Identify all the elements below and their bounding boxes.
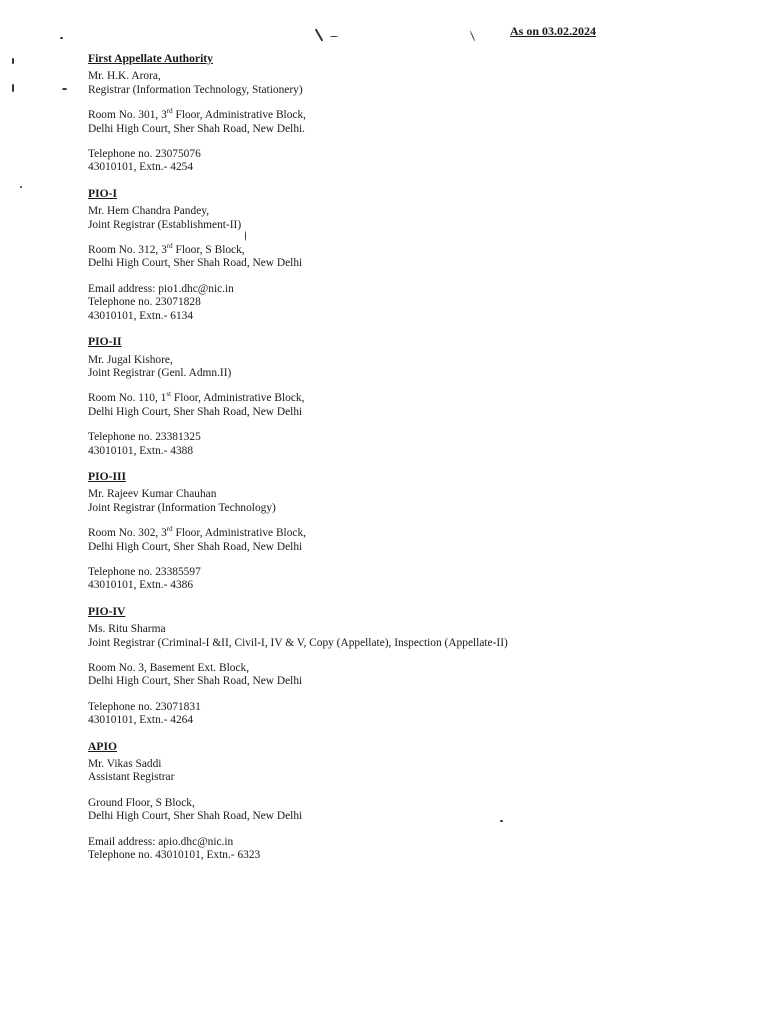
email-line: Email address: apio.dhc@nic.in — [88, 835, 234, 848]
section-heading: PIO-III — [88, 469, 127, 483]
officer-name: Mr. Rajeev Kumar Chauhan — [88, 488, 217, 501]
officer-block — [88, 70, 748, 97]
contact-block — [88, 431, 748, 458]
officer-name: Mr. Jugal Kishore, — [88, 353, 173, 366]
room-no: Room No. 302, 3 — [88, 527, 167, 540]
room-rest: Floor, S Block, — [172, 244, 245, 257]
section-heading: PIO-I — [88, 186, 117, 200]
section-heading: APIO — [88, 739, 117, 753]
officer-designation: Assistant Registrar — [88, 771, 175, 784]
section-first-appellate-authority — [88, 52, 748, 175]
officer-name: Mr. Vikas Saddi — [88, 758, 162, 771]
extension-line: 43010101, Extn.- 4264 — [88, 714, 194, 727]
address-line: Delhi High Court, Sher Shah Road, New Delhi — [88, 540, 303, 553]
address-line: Delhi High Court, Sher Shah Road, New Delhi — [88, 810, 303, 823]
room-line: Ground Floor, S Block, — [88, 796, 195, 809]
extension-line: 43010101, Extn.- 4254 — [88, 161, 194, 174]
room-rest: Floor, Administrative Block, — [172, 109, 307, 122]
telephone-line: Telephone no. 23385597 — [88, 565, 201, 578]
extension-line: 43010101, Extn.- 4388 — [88, 444, 194, 457]
officer-designation: Joint Registrar (Criminal-I &II, Civil-I, IV & V, Copy (Appellate), Inspection (Appellate-II) — [88, 636, 508, 649]
section-apio — [88, 740, 748, 863]
scan-speck — [20, 186, 22, 188]
room-line — [88, 109, 748, 122]
officer-designation: Joint Registrar (Information Technology) — [88, 501, 276, 514]
section-heading: First Appellate Authority — [88, 52, 213, 65]
telephone-line: Telephone no. 23071828 — [88, 296, 201, 309]
email-line: Email address: pio1.dhc@nic.in — [88, 282, 234, 295]
contact-block — [88, 701, 748, 728]
room-no: Room No. 312, 3 — [88, 244, 167, 257]
scan-speck — [330, 36, 338, 37]
room-ordinal: rd — [166, 242, 173, 251]
room-ordinal: st — [166, 390, 172, 399]
room-ordinal: rd — [166, 525, 173, 534]
section-heading: PIO-IV — [88, 604, 126, 618]
telephone-line: Telephone no. 23071831 — [88, 700, 201, 713]
officer-designation: Registrar (Information Technology, Stationery) — [88, 83, 303, 96]
address-block — [88, 392, 748, 419]
section-heading: PIO-II — [88, 335, 122, 349]
address-line: Delhi High Court, Sher Shah Road, New Delhi — [88, 675, 303, 688]
officer-block — [88, 488, 748, 515]
officer-block — [88, 205, 748, 232]
address-line: Delhi High Court, Sher Shah Road, New Delhi. — [88, 122, 306, 135]
scan-speck — [245, 231, 246, 241]
address-block — [88, 797, 748, 824]
section-pio-1 — [88, 187, 748, 323]
room-rest: Floor, Administrative Block, — [172, 527, 307, 540]
room-rest: Floor, Administrative Block, — [171, 392, 305, 405]
officer-block — [88, 354, 748, 381]
officer-name: Ms. Ritu Sharma — [88, 623, 166, 636]
scan-speck — [60, 37, 63, 39]
scan-speck — [12, 84, 14, 92]
room-line — [88, 244, 748, 257]
contact-list — [88, 52, 748, 874]
officer-name: Mr. Hem Chandra Pandey, — [88, 205, 210, 218]
room-ordinal: rd — [166, 107, 173, 116]
section-pio-2 — [88, 335, 748, 458]
telephone-line: Telephone no. 43010101, Extn.- 6323 — [88, 849, 261, 862]
officer-block — [88, 623, 748, 650]
section-pio-3 — [88, 470, 748, 593]
extension-line: 43010101, Extn.- 4386 — [88, 579, 194, 592]
address-block — [88, 662, 748, 689]
room-no: Room No. 110, 1 — [88, 392, 167, 405]
officer-designation: Joint Registrar (Establishment-II) — [88, 218, 242, 231]
address-line: Delhi High Court, Sher Shah Road, New Delhi — [88, 257, 303, 270]
address-line: Delhi High Court, Sher Shah Road, New Delhi — [88, 405, 303, 418]
contact-block — [88, 566, 748, 593]
address-block — [88, 109, 748, 136]
scan-speck — [470, 30, 476, 41]
room-no: Room No. 301, 3 — [88, 109, 167, 122]
contact-block — [88, 283, 748, 323]
scan-speck — [62, 88, 67, 90]
extension-line: 43010101, Extn.- 6134 — [88, 309, 194, 322]
officer-name: Mr. H.K. Arora, — [88, 70, 161, 83]
section-pio-4 — [88, 605, 748, 728]
telephone-line: Telephone no. 23075076 — [88, 148, 201, 161]
address-block — [88, 244, 748, 271]
officer-designation: Joint Registrar (Genl. Admn.II) — [88, 366, 232, 379]
contact-block — [88, 836, 748, 863]
address-block — [88, 527, 748, 554]
officer-block — [88, 758, 748, 785]
scan-speck — [12, 58, 14, 64]
scan-speck — [315, 28, 324, 41]
as-on-date: As on 03.02.2024 — [510, 24, 597, 38]
telephone-line: Telephone no. 23381325 — [88, 431, 201, 444]
room-line — [88, 527, 748, 540]
room-line: Room No. 3, Basement Ext. Block, — [88, 662, 250, 674]
scan-speck — [500, 820, 503, 822]
contact-block — [88, 148, 748, 175]
room-line — [88, 392, 748, 405]
